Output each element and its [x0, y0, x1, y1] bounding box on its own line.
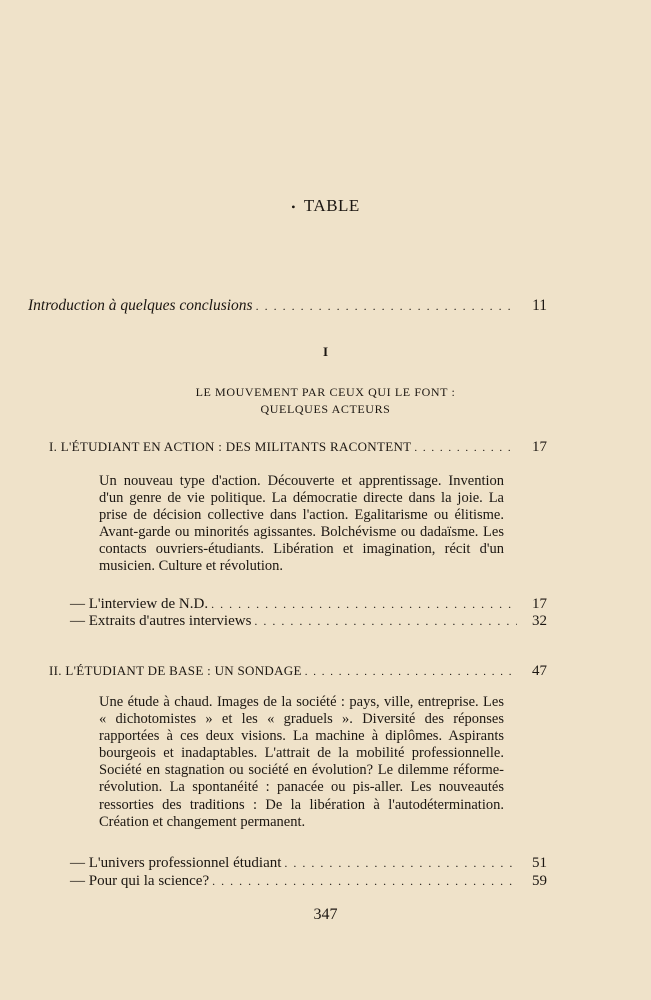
chapter-2-summary: Une étude à chaud. Images de la société : pays, ville, entreprise. Les « dichotomistes » et les « graduels ». Diversité des réponses rapportées à ces deux visions. La machine à diplômes. Aspirants bourgeois et inadaptables. L'attrait de la mobilité professionnelle. Société en stagnation ou société en évolution? Le dilemme réforme-révolution. La spontanéité : panacée ou pis-aller. Les nouveautés ressorties des traditions : De la libération à l'autodétermination. Création et changement permanent.	[99, 694, 504, 830]
bullet-dot-icon: •	[291, 199, 296, 214]
subsection-label: — L'interview de N.D.	[70, 596, 209, 612]
dot-leader	[209, 874, 517, 889]
subsection-page: 51	[532, 855, 547, 871]
subsection-label: — Extraits d'autres interviews	[70, 613, 252, 629]
dot-leader	[208, 597, 517, 612]
toc-subsection	[70, 855, 547, 872]
chapter-page: 17	[532, 439, 547, 455]
part-title	[0, 384, 651, 418]
page-number: 347	[313, 906, 338, 923]
subsection-label: — Pour qui la science?	[70, 873, 210, 889]
subsection-page: 59	[532, 873, 547, 889]
chapter-page: 47	[532, 663, 547, 679]
part-title-line-2: QUELQUES ACTEURS	[260, 402, 391, 416]
toc-subsection	[70, 873, 547, 890]
toc-entry-introduction	[28, 297, 547, 315]
dot-leader	[302, 666, 517, 678]
toc-entry-label: Introduction à quelques conclusions	[28, 297, 253, 314]
page-heading	[0, 196, 651, 216]
part-title-line-1: LE MOUVEMENT PAR CEUX QUI LE FONT :	[195, 385, 456, 399]
toc-subsection	[70, 596, 547, 613]
chapter-label: II. L'ÉTUDIANT DE BASE : UN SONDAGE	[49, 663, 302, 678]
chapter-1-summary: Un nouveau type d'action. Découverte et apprentissage. Invention d'un genre de vie politique. La démocratie directe dans la joie. La prise de décision collective dans l'action. Egalitarisme ou élitisme. Avant-garde ou minorités agissantes. Bolchévisme ou dadaïsme. Les contacts ouvriers-étudiants. Libération et imagination, récit d'un musicien. Culture et révolution.	[99, 473, 504, 575]
toc-entry-page: 11	[532, 297, 547, 314]
dot-leader	[251, 614, 517, 629]
subsection-label: — L'univers professionnel étudiant	[70, 855, 282, 871]
part-numeral: I	[322, 344, 329, 359]
dot-leader	[253, 299, 517, 314]
heading-text: TABLE	[303, 196, 360, 215]
toc-subsection	[70, 613, 547, 630]
subsection-page: 32	[532, 613, 547, 629]
subsection-page: 17	[532, 596, 547, 612]
toc-chapter-2	[49, 663, 547, 680]
toc-chapter-1	[49, 439, 547, 456]
dot-leader	[281, 856, 517, 871]
chapter-label: I. L'ÉTUDIANT EN ACTION : DES MILITANTS RACONTENT	[49, 439, 412, 454]
dot-leader	[411, 442, 517, 454]
